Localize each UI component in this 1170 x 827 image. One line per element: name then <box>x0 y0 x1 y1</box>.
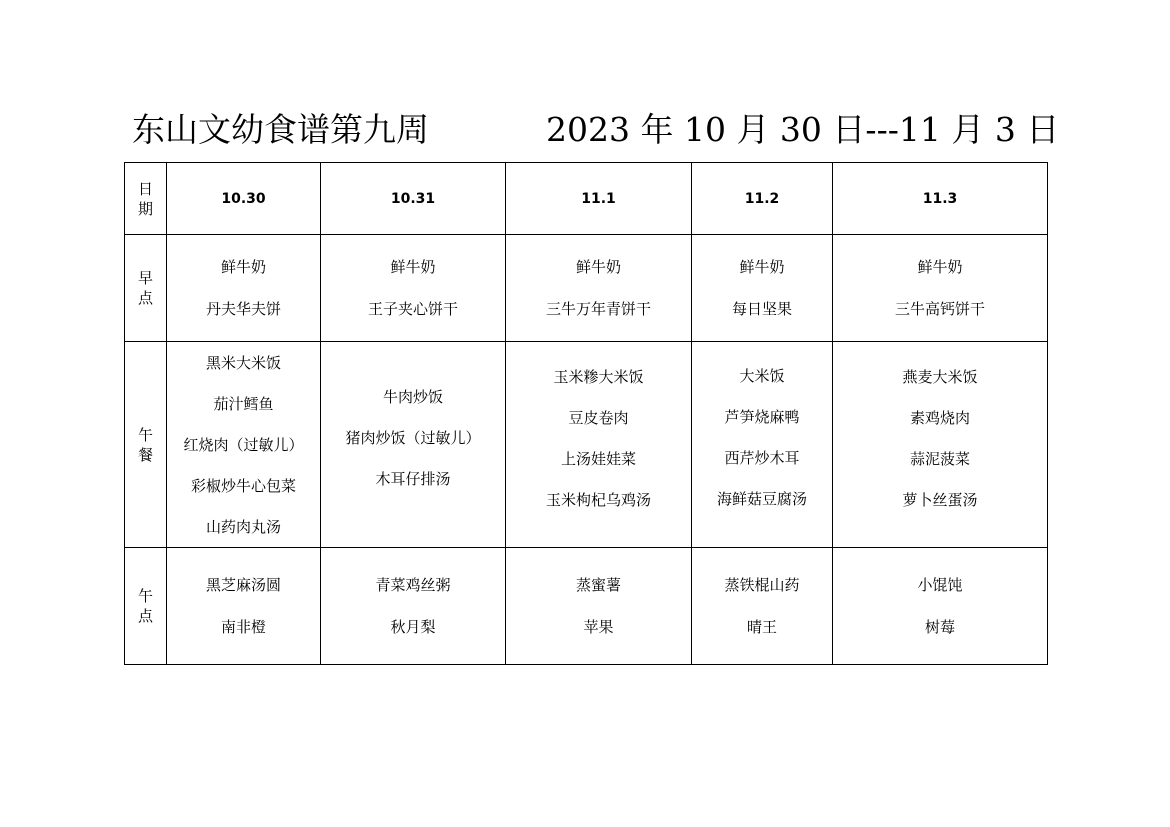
snack-cell <box>321 548 506 665</box>
page-title: 东山文幼食谱第九周 <box>132 110 429 149</box>
row-label-char: 期 <box>137 199 153 218</box>
lunch-cell <box>692 342 833 548</box>
lunch-cell <box>833 342 1048 548</box>
menu-item: 三牛高钙饼干 <box>894 300 985 318</box>
menu-item: 牛肉炒饭 <box>382 387 443 406</box>
menu-item: 蒸蜜薯 <box>575 576 621 594</box>
menu-item: 苹果 <box>583 618 614 636</box>
lunch-row <box>125 342 1048 548</box>
snack-cell <box>506 548 692 665</box>
menu-item: 鲜牛奶 <box>220 258 266 276</box>
menu-item: 蒜泥菠菜 <box>909 449 970 468</box>
snack-cell <box>167 548 321 665</box>
menu-item: 茄汁鳕鱼 <box>213 394 274 413</box>
row-label-char: 午 <box>137 425 153 444</box>
breakfast-row <box>125 235 1048 342</box>
lunch-cell <box>506 342 692 548</box>
menu-item: 丹夫华夫饼 <box>205 300 281 318</box>
menu-item: 每日坚果 <box>731 300 792 318</box>
row-label-char: 日 <box>137 179 153 198</box>
row-label-char: 点 <box>137 607 153 625</box>
menu-item: 黑芝麻汤圆 <box>205 576 281 594</box>
menu-item: 鲜牛奶 <box>739 258 785 276</box>
menu-item: 王子夹心饼干 <box>367 300 458 318</box>
menu-item: 玉米枸杞乌鸡汤 <box>545 490 651 509</box>
row-label-lunch <box>125 342 167 548</box>
row-label-date <box>125 163 167 235</box>
row-label-char: 点 <box>137 289 153 307</box>
menu-item: 三牛万年青饼干 <box>545 300 651 318</box>
date-row <box>125 163 1048 235</box>
row-label-breakfast <box>125 235 167 342</box>
menu-item: 猪肉炒饭（过敏儿） <box>345 428 481 447</box>
menu-table <box>124 162 1048 665</box>
snack-row <box>125 548 1048 665</box>
breakfast-cell <box>506 235 692 342</box>
menu-item: 燕麦大米饭 <box>902 367 978 386</box>
date-cell: 10.30 <box>167 163 321 235</box>
row-label-char: 午 <box>137 587 153 605</box>
menu-item: 鲜牛奶 <box>390 258 436 276</box>
menu-item: 芦笋烧麻鸭 <box>724 407 800 426</box>
snack-cell <box>692 548 833 665</box>
breakfast-cell <box>321 235 506 342</box>
menu-item: 上汤娃娃菜 <box>560 449 636 468</box>
breakfast-cell <box>167 235 321 342</box>
snack-cell <box>833 548 1048 665</box>
row-label-char: 餐 <box>137 445 153 464</box>
date-cell: 11.1 <box>506 163 692 235</box>
menu-item: 树莓 <box>924 618 955 636</box>
menu-item: 木耳仔排汤 <box>375 469 451 488</box>
menu-item: 西芹炒木耳 <box>724 448 800 467</box>
menu-item: 玉米糁大米饭 <box>553 367 644 386</box>
menu-item: 豆皮卷肉 <box>568 408 629 427</box>
date-cell: 11.3 <box>833 163 1048 235</box>
row-label-char: 早 <box>137 269 153 287</box>
row-label-snack <box>125 548 167 665</box>
menu-item: 晴王 <box>746 618 777 636</box>
menu-item: 南非橙 <box>220 618 266 636</box>
breakfast-cell <box>833 235 1048 342</box>
menu-item: 萝卜丝蛋汤 <box>902 490 978 509</box>
date-cell: 11.2 <box>692 163 833 235</box>
date-cell: 10.31 <box>321 163 506 235</box>
menu-item: 鲜牛奶 <box>917 258 963 276</box>
menu-item: 山药肉丸汤 <box>205 517 281 536</box>
lunch-cell <box>321 342 506 548</box>
lunch-cell <box>167 342 321 548</box>
menu-item: 蒸铁棍山药 <box>724 576 800 594</box>
menu-item: 黑米大米饭 <box>205 353 281 372</box>
menu-item: 红烧肉（过敏儿） <box>183 435 304 454</box>
menu-item: 大米饭 <box>739 366 785 385</box>
menu-item: 素鸡烧肉 <box>909 408 970 427</box>
breakfast-cell <box>692 235 833 342</box>
menu-item: 彩椒炒牛心包菜 <box>190 476 296 495</box>
menu-item: 小馄饨 <box>917 576 963 594</box>
menu-item: 鲜牛奶 <box>575 258 621 276</box>
menu-item: 秋月梨 <box>390 618 436 636</box>
menu-item: 海鲜菇豆腐汤 <box>716 489 807 508</box>
menu-item: 青菜鸡丝粥 <box>375 576 451 594</box>
date-range: 2023 年 10 月 30 日---11 月 3 日 <box>546 110 1060 149</box>
